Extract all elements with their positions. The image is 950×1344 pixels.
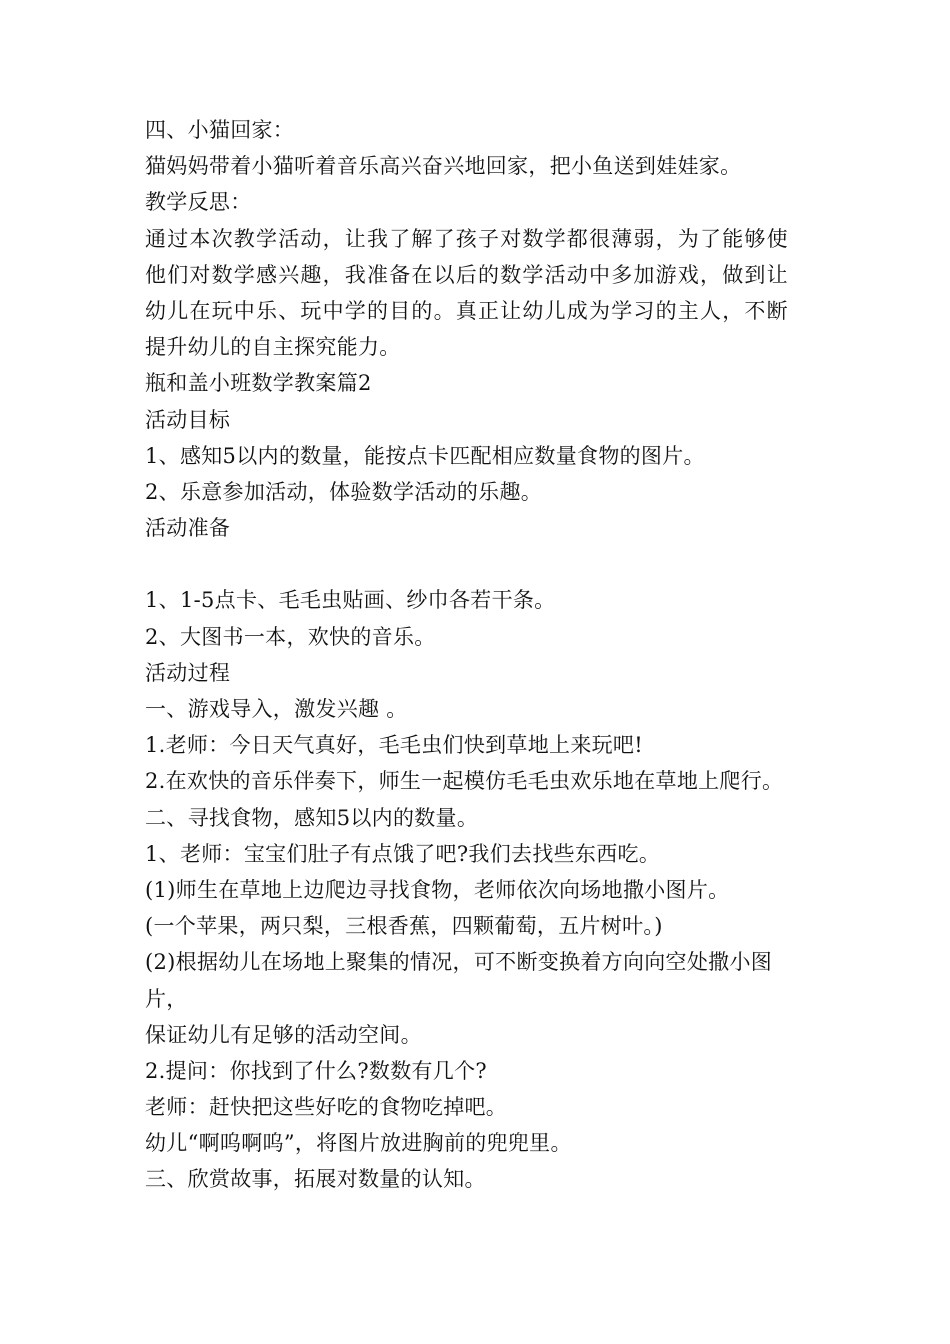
text-line: 幼儿“啊呜啊呜”，将图片放进胸前的兜兜里。 [145, 1131, 572, 1156]
text-line: 2、大图书一本，欢快的音乐。 [145, 624, 436, 649]
section-heading: 活动过程 [145, 660, 231, 685]
text-line: 猫妈妈带着小猫听着音乐高兴奋兴地回家，把小鱼送到娃娃家。 [145, 154, 742, 179]
text-line: (1)师生在草地上边爬边寻找食物，老师依次向场地撒小图片。 [145, 877, 730, 902]
text-line: 1.老师：今日天气真好，毛毛虫们快到草地上来玩吧! [145, 733, 643, 758]
text-line: 2.在欢快的音乐伴奏下，师生一起模仿毛毛虫欢乐地在草地上爬行。 [145, 769, 784, 794]
text-line: (2)根据幼儿在场地上聚集的情况，可不断变换着方向向空处撒小图 [145, 950, 773, 975]
text-line: 1、1-5点卡、毛毛虫贴画、纱巾各若干条。 [145, 588, 556, 613]
text-line: 保证幼儿有足够的活动空间。 [145, 1022, 422, 1047]
text-line: 2.提问：你找到了什么?数数有几个? [145, 1058, 487, 1083]
text-line: 幼儿在玩中乐、玩中学的目的。真正让幼儿成为学习的主人，不断 [145, 298, 789, 323]
text-line: 二、寻找食物，感知5以内的数量。 [145, 805, 479, 830]
section-heading: 教学反思： [145, 190, 252, 215]
section-heading: 活动目标 [145, 407, 231, 432]
text-line: 1、感知5以内的数量，能按点卡匹配相应数量食物的图片。 [145, 443, 705, 468]
text-line: 片， [145, 986, 188, 1011]
blank-line [145, 546, 815, 582]
text-line: 他们对数学感兴趣，我准备在以后的数学活动中多加游戏，做到让 [145, 262, 789, 287]
section-heading: 活动准备 [145, 516, 231, 541]
article-title: 瓶和盖小班数学教案篇2 [145, 371, 372, 396]
document-body [145, 112, 815, 1198]
text-line: 提升幼儿的自主探究能力。 [145, 335, 401, 360]
text-line: 一、游戏导入，激发兴趣 。 [145, 697, 408, 721]
section-heading: 四、小猫回家： [145, 118, 295, 142]
text-line: 2、乐意参加活动，体验数学活动的乐趣。 [145, 479, 543, 504]
text-line: 通过本次教学活动，让我了解了孩子对数学都很薄弱，为了能够使 [145, 226, 789, 251]
text-line: 三、欣赏故事，拓展对数量的认知。 [145, 1167, 486, 1192]
text-line: 老师：赶快把这些好吃的食物吃掉吧。 [145, 1095, 508, 1120]
text-line: 1、老师：宝宝们肚子有点饿了吧?我们去找些东西吃。 [145, 841, 661, 866]
text-line: (一个苹果，两只梨，三根香蕉，四颗葡萄，五片树叶。) [145, 914, 663, 939]
